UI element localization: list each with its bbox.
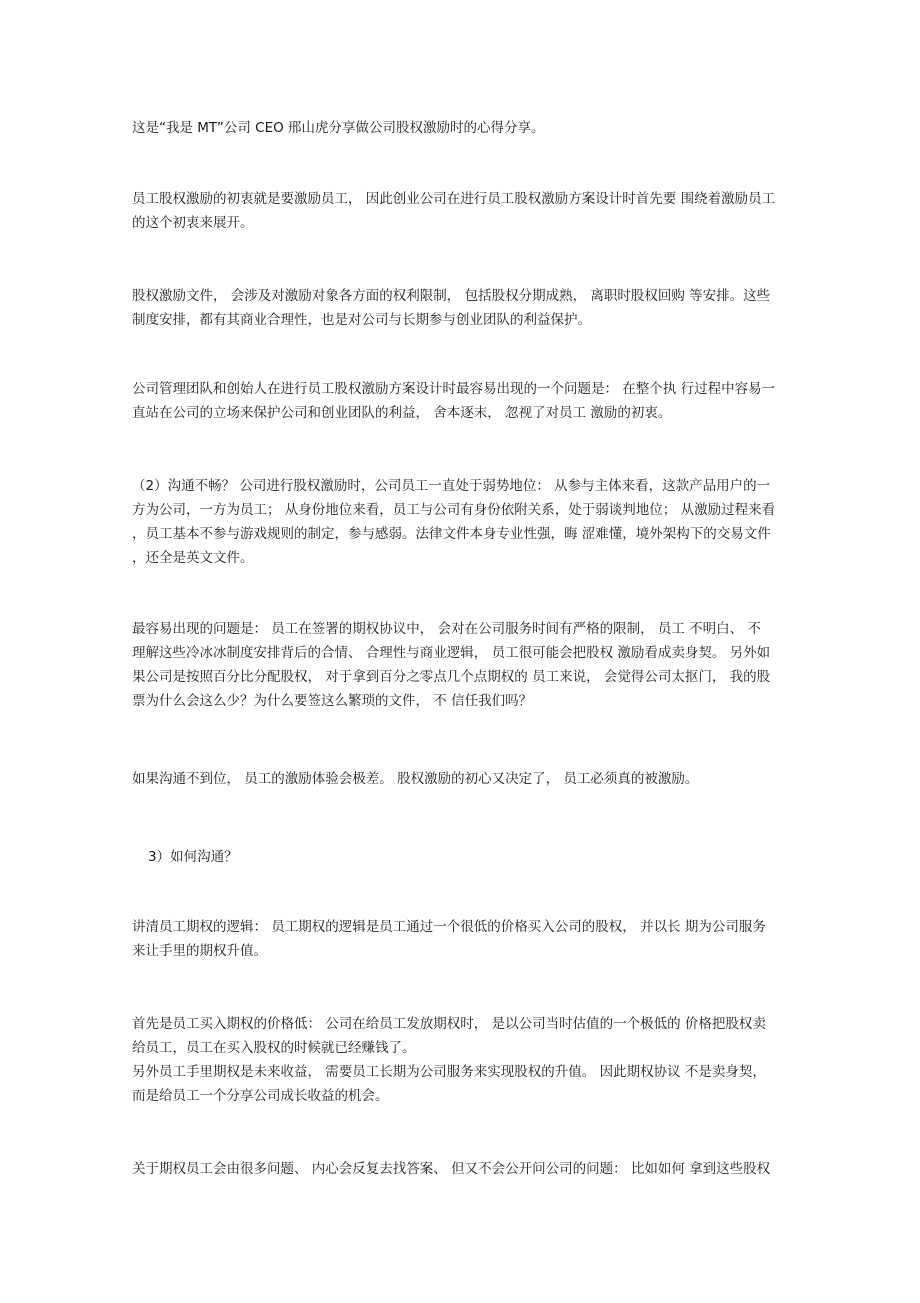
text-line: 来让手里的期权升值。 [132,943,267,959]
text-line: 果公司是按照百分比分配股权， 对于拿到百分之零点几个点期权的 员工来说， 会觉得公司太抠门， 我的股 [132,669,771,685]
text-line: 公司管理团队和创始人在进行员工股权激励方案设计时最容易出现的一个问题是： 在整个执 行过程中容易一 [132,381,776,397]
paragraph-option-price [132,1012,784,1108]
text-line: 理解这些冷冰冰制度安排背后的合情、 合理性与商业逻辑， 员工很可能会把股权 激励看成卖身契。 另外如 [132,645,771,661]
text-line: 票为什么会这么少？为什么要签这么繁琐的文件， 不 信任我们吗？ [132,693,533,709]
text-line: 最容易出现的问题是： 员工在签署的期权协议中， 会对在公司服务时间有严格的限制， 员工 不明白、 不 [132,621,761,637]
text-line: 制度安排，都有其商业合理性，也是对公司与长期参与创业团队的利益保护。 [132,312,591,328]
text-line: 方为公司，一方为员工； 从身份地位来看，员工与公司有身份依附关系，处于弱谈判地位； 从激励过程来看 [132,502,776,518]
text-line: ，还全是英文文件。 [132,550,254,566]
paragraph-common-problem [132,617,784,713]
text-line: 给员工，员工在买入股权的时候就已经赚钱了。 [132,1040,416,1056]
text-line: （2）沟通不畅？ 公司进行股权激励时，公司员工一直处于弱势地位： 从参与主体来看，这款产品用户的一 [132,478,771,494]
text-line: 的这个初衷来展开。 [132,215,254,231]
text-line: 讲清员工期权的逻辑： 员工期权的逻辑是员工通过一个很低的价格买入公司的股权， 并以长 期为公司服务 [132,919,766,935]
text-line: 直站在公司的立场来保护公司和创业团队的利益， 舍本逐末， 忽视了对员工 激励的初衷。 [132,405,672,421]
paragraph-employee-questions [132,1157,784,1181]
section-heading-how-to-communicate [148,845,800,869]
text-line: 而是给员工一个分享公司成长收益的机会。 [132,1088,389,1104]
paragraph-communication-issue [132,474,784,570]
paragraph-incentive-purpose [132,187,784,235]
text-line: 另外员工手里期权是未来收益， 需要员工长期为公司服务来实现股权的升值。 因此期权协议 不是卖身契， [132,1064,766,1080]
text-line: 首先是员工买入期权的价格低： 公司在给员工发放期权时， 是以公司当时估值的一个极低的 价格把股权卖 [132,1016,766,1032]
paragraph-option-logic [132,915,784,963]
text-line: 股权激励文件， 会涉及对激励对象各方面的权利限制， 包括股权分期成熟， 离职时股权回购 等安排。这些 [132,288,771,304]
text-line: 3）如何沟通？ [148,849,238,865]
paragraph-management-problem [132,377,784,425]
paragraph-poor-communication [132,767,784,791]
text-line: 员工股权激励的初衷就是要激励员工， 因此创业公司在进行员工股权激励方案设计时首先要 围绕着激励员工 [132,191,776,207]
paragraph-incentive-documents [132,284,784,332]
paragraph-intro [132,116,784,140]
text-line: 关于期权员工会由很多问题、 内心会反复去找答案、 但又不会公开问公司的问题： 比如如何 拿到这些股权 [132,1161,771,1177]
text-line: 如果沟通不到位， 员工的激励体验会极差。 股权激励的初心又决定了， 员工必须真的被激励。 [132,771,699,787]
text-line: 这是“我是 MT”公司 CEO 邢山虎分享做公司股权激励时的心得分享。 [132,120,545,136]
text-line: ，员工基本不参与游戏规则的制定，参与感弱。法律文件本身专业性强，晦 涩难懂，境外架构下的交易文件 [132,526,771,542]
